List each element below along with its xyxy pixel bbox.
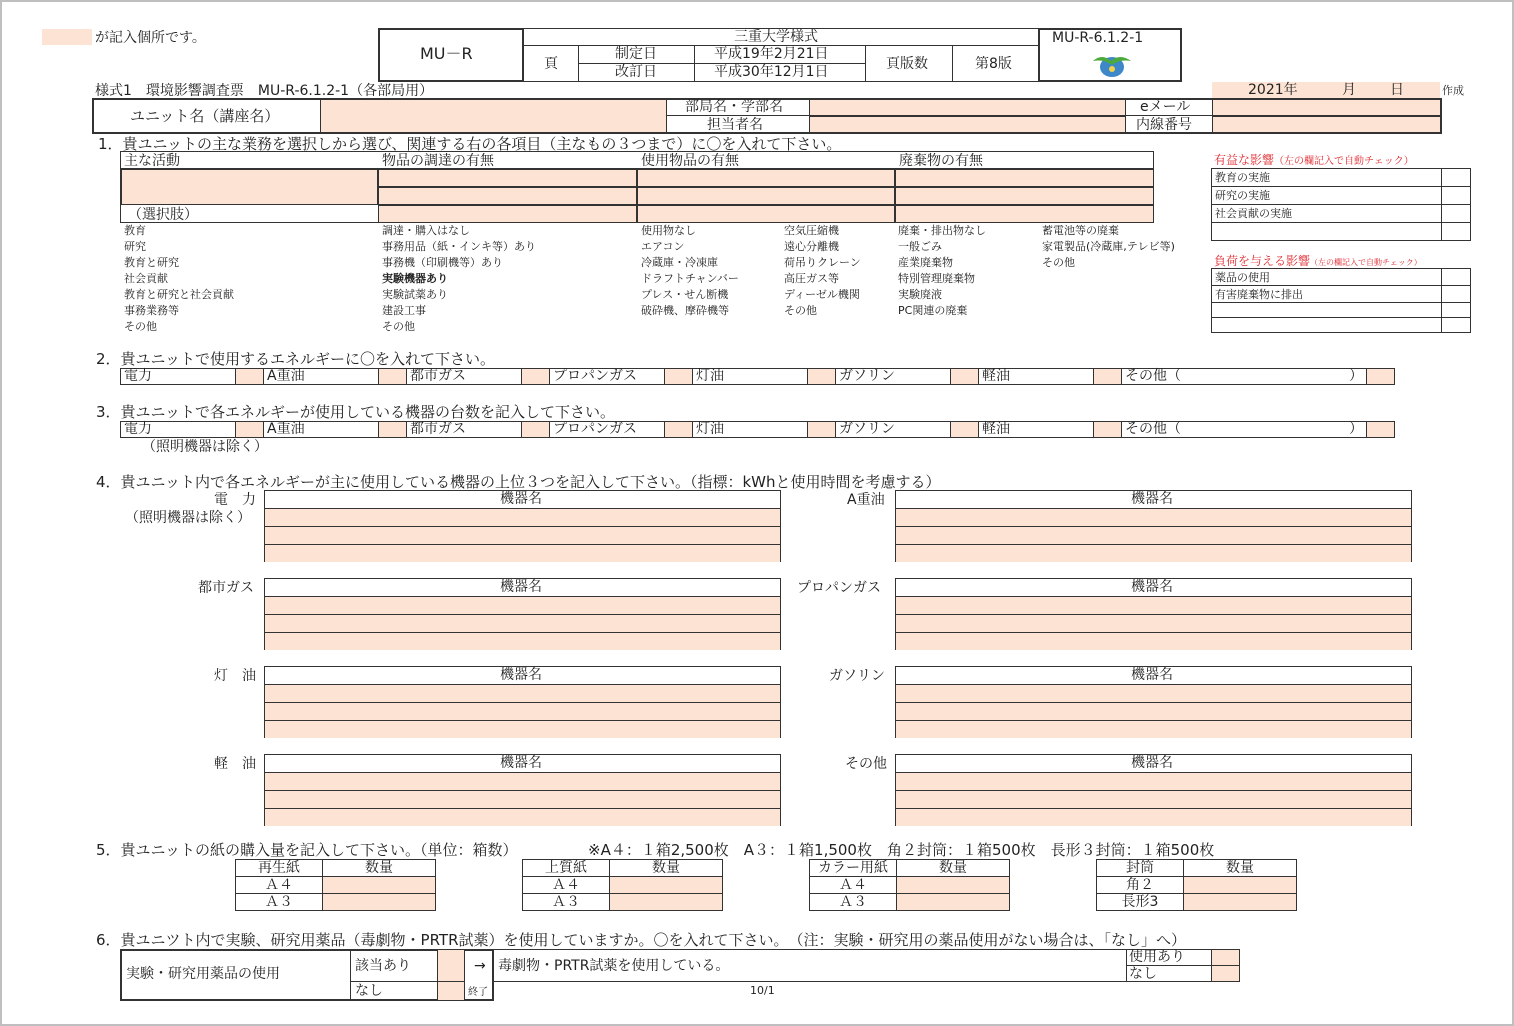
procure-field-3[interactable] xyxy=(378,205,637,223)
energy-label: プロパンガス xyxy=(550,369,665,385)
device-header: 機器名 xyxy=(500,755,542,771)
energy-count[interactable] xyxy=(379,422,407,438)
q2-energy-table xyxy=(120,368,1395,385)
device-row[interactable] xyxy=(896,508,1411,526)
option: 教育 xyxy=(124,224,146,237)
energy-check[interactable] xyxy=(951,369,979,385)
q4-title: 4．貴ユニット内で各エネルギーが主に使用している機器の上位３つを記入して下さい。（指標：kWhと使用時間を考慮する） xyxy=(96,473,941,491)
beneficial-item: 社会貢献の実施 xyxy=(1212,205,1442,223)
energy-check[interactable] xyxy=(236,369,264,385)
energy-count[interactable] xyxy=(1367,422,1395,438)
paper-head: カラー用紙 xyxy=(810,860,897,877)
legend-text: が記入個所です。 xyxy=(95,30,206,46)
option: 空気圧縮機 xyxy=(784,224,839,237)
option: その他 xyxy=(784,304,817,317)
option: その他 xyxy=(1042,256,1075,269)
paper-qty[interactable] xyxy=(897,894,1010,911)
burden-item: 薬品の使用 xyxy=(1212,269,1442,286)
burden-check xyxy=(1442,269,1471,286)
paper-table-envelope xyxy=(1096,859,1297,911)
burden-check xyxy=(1442,303,1471,318)
device-row[interactable] xyxy=(265,632,780,650)
date-field[interactable] xyxy=(1212,82,1440,99)
device-row[interactable] xyxy=(896,772,1411,790)
energy-label: 軽油 xyxy=(979,369,1094,385)
q6-toxic: 毒劇物・PRTR試薬を使用している。 xyxy=(498,958,730,974)
date-day: 日 xyxy=(1390,82,1404,98)
legend-swatch xyxy=(42,29,92,45)
option: 使用物なし xyxy=(641,224,696,237)
date-made: 作成 xyxy=(1442,84,1464,97)
energy-count[interactable] xyxy=(1094,422,1122,438)
q6-arrow: → xyxy=(474,958,486,974)
paper-head: 再生紙 xyxy=(236,860,323,877)
revised-date: 平成30年12月1日 xyxy=(714,64,829,80)
waste-field-2[interactable] xyxy=(895,187,1154,205)
procure-field-2[interactable] xyxy=(378,187,637,205)
paper-qty[interactable] xyxy=(323,877,436,894)
option: 高圧ガス等 xyxy=(784,272,839,285)
procure-field-1[interactable] xyxy=(378,169,637,187)
option: エアコン xyxy=(641,240,685,253)
activity-field[interactable] xyxy=(121,169,378,205)
q5-note: ※A４：１箱2,500枚 A３：１箱1,500枚 角２封筒：１箱500枚 長形３封筒：１箱500枚 xyxy=(588,841,1215,859)
q4-lighting-note: （照明機器は除く） xyxy=(125,510,251,526)
device-row[interactable] xyxy=(896,544,1411,562)
q6-row-label: 実験・研究用薬品の使用 xyxy=(126,966,280,982)
paper-qty[interactable] xyxy=(610,877,723,894)
page-number: 10/1 xyxy=(750,984,775,997)
q1-h-waste: 廃棄物の有無 xyxy=(899,153,983,169)
device-header: 機器名 xyxy=(500,491,542,507)
date-year: 2021年 xyxy=(1248,82,1298,98)
dept-label: 部局名・学部名 xyxy=(685,99,783,115)
header-org: 三重大学様式 xyxy=(734,29,818,45)
paper-size: Ａ４ xyxy=(810,877,897,894)
energy-check[interactable] xyxy=(808,369,836,385)
person-field[interactable] xyxy=(809,116,1126,133)
burden-note: （左の欄記入で自動チェック） xyxy=(1310,258,1422,267)
form-title: 様式1 環境影響調査票 MU-R-6.1.2-1（各部局用） xyxy=(95,83,434,99)
qty-head: 数量 xyxy=(1184,860,1297,877)
device-row[interactable] xyxy=(265,702,780,720)
beneficial-item: 研究の実施 xyxy=(1212,187,1442,205)
device-box-other xyxy=(895,754,1412,826)
device-row[interactable] xyxy=(896,632,1411,650)
beneficial-item xyxy=(1212,223,1442,241)
paper-qty[interactable] xyxy=(1184,877,1297,894)
q4-label-heavyoil: A重油 xyxy=(847,492,885,508)
option: 破砕機、摩砕機等 xyxy=(641,304,729,317)
q6-no: なし xyxy=(355,983,383,999)
waste-options-b xyxy=(1042,223,1175,271)
email-field[interactable] xyxy=(1212,99,1441,116)
q6-none: なし xyxy=(1129,966,1157,982)
q4-label-propane: プロパンガス xyxy=(797,580,881,596)
beneficial-check xyxy=(1442,205,1471,223)
energy-label: その他（ ） xyxy=(1122,422,1367,438)
option: 研究 xyxy=(124,240,146,253)
energy-count[interactable] xyxy=(808,422,836,438)
paper-qty[interactable] xyxy=(610,894,723,911)
waste-field-3[interactable] xyxy=(895,205,1154,223)
option: 蓄電池等の廃棄 xyxy=(1042,224,1119,237)
paper-qty[interactable] xyxy=(323,894,436,911)
beneficial-title-text: 有益な影響 xyxy=(1214,153,1275,167)
use-field-3[interactable] xyxy=(637,205,895,223)
header-code: MU－R xyxy=(420,44,473,63)
option: その他 xyxy=(124,320,157,333)
device-row[interactable] xyxy=(896,596,1411,614)
device-row[interactable] xyxy=(265,508,780,526)
energy-label: A重油 xyxy=(264,422,379,438)
q6-used: 使用あり xyxy=(1129,949,1185,965)
use-options-a xyxy=(641,223,739,319)
option: 家電製品(冷蔵庫,テレビ等) xyxy=(1042,240,1175,253)
option: ドラフトチャンバー xyxy=(641,272,739,285)
energy-label: A重油 xyxy=(264,369,379,385)
q2-title: 2．貴ユニットで使用するエネルギーに〇を入れて下さい。 xyxy=(96,350,495,368)
edition: 第8版 xyxy=(975,56,1012,72)
qty-head: 数量 xyxy=(897,860,1010,877)
option: 実験試薬あり xyxy=(382,288,448,301)
paper-size: Ａ３ xyxy=(523,894,610,911)
use-field-1[interactable] xyxy=(637,169,895,187)
established-date: 平成19年2月21日 xyxy=(714,46,829,62)
option: 事務機（印刷機等）あり xyxy=(382,256,503,269)
q4-label-electric: 電 力 xyxy=(214,492,256,508)
device-box-lightoil xyxy=(264,754,781,826)
energy-label: 灯油 xyxy=(693,422,808,438)
device-header: 機器名 xyxy=(1131,491,1173,507)
established-label: 制定日 xyxy=(615,46,657,62)
option: 廃棄・排出物なし xyxy=(898,224,986,237)
paper-size: Ａ４ xyxy=(523,877,610,894)
option: 調達・購入はなし xyxy=(382,224,470,237)
burden-item xyxy=(1212,303,1442,318)
email-label: eメール xyxy=(1140,99,1191,115)
beneficial-title xyxy=(1214,154,1414,168)
device-row[interactable] xyxy=(896,684,1411,702)
option: 荷吊りクレーン xyxy=(784,256,861,269)
device-row[interactable] xyxy=(265,720,780,738)
energy-label: 灯油 xyxy=(693,369,808,385)
device-row[interactable] xyxy=(896,526,1411,544)
procure-options xyxy=(382,223,536,335)
option: 遠心分離機 xyxy=(784,240,839,253)
beneficial-item: 教育の実施 xyxy=(1212,169,1442,187)
option: 特別管理廃棄物 xyxy=(898,272,975,285)
device-row[interactable] xyxy=(265,772,780,790)
waste-options-a xyxy=(898,223,986,319)
energy-count[interactable] xyxy=(522,422,550,438)
energy-check[interactable] xyxy=(1094,369,1122,385)
option: 冷蔵庫・冷凍庫 xyxy=(641,256,718,269)
q1-h-procure: 物品の調達の有無 xyxy=(382,153,494,169)
beneficial-check xyxy=(1442,169,1471,187)
device-box-heavyoil xyxy=(895,490,1412,562)
paper-qty[interactable] xyxy=(897,877,1010,894)
energy-label: 電力 xyxy=(121,369,236,385)
energy-check[interactable] xyxy=(379,369,407,385)
paper-size: Ａ３ xyxy=(236,894,323,911)
device-header: 機器名 xyxy=(500,667,542,683)
energy-label: ガソリン xyxy=(836,369,951,385)
device-box-gasoline xyxy=(895,666,1412,738)
option: 一般ごみ xyxy=(898,240,942,253)
burden-item: 有害廃棄物に排出 xyxy=(1212,286,1442,303)
option: 事務用品（紙・インキ等）あり xyxy=(382,240,536,253)
q3-note: （照明機器は除く） xyxy=(142,439,268,455)
burden-title-text: 負荷を与える影響 xyxy=(1214,254,1311,268)
activity-options xyxy=(124,223,234,335)
device-row[interactable] xyxy=(896,702,1411,720)
device-row[interactable] xyxy=(265,526,780,544)
energy-label: 都市ガス xyxy=(407,422,522,438)
energy-check[interactable] xyxy=(665,369,693,385)
burden-item xyxy=(1212,318,1442,333)
option: 実験廃液 xyxy=(898,288,942,301)
option: 教育と研究と社会貢献 xyxy=(124,288,234,301)
university-logo xyxy=(1087,49,1137,79)
option: プレス・せん断機 xyxy=(641,288,729,301)
edition-count-label: 頁版数 xyxy=(886,56,928,72)
unit-name-field[interactable] xyxy=(320,99,667,133)
device-row[interactable] xyxy=(265,808,780,826)
device-header: 機器名 xyxy=(1131,755,1173,771)
beneficial-check xyxy=(1442,223,1471,241)
use-field-2[interactable] xyxy=(637,187,895,205)
option: 事務業務等 xyxy=(124,304,179,317)
paper-head: 上質紙 xyxy=(523,860,610,877)
device-row[interactable] xyxy=(896,808,1411,826)
q4-label-lightoil: 軽 油 xyxy=(214,756,256,772)
option: その他 xyxy=(382,320,415,333)
energy-label: 都市ガス xyxy=(407,369,522,385)
energy-count[interactable] xyxy=(236,422,264,438)
q6-used-check[interactable] xyxy=(1211,949,1240,966)
header-page-label: 頁 xyxy=(544,56,558,72)
energy-label: ガソリン xyxy=(836,422,951,438)
burden-check xyxy=(1442,286,1471,303)
energy-label: 電力 xyxy=(121,422,236,438)
q6-title: 6．貴ユニツト内で実験、研究用薬品（毒劇物・PRTR試薬）を使用していますか。〇を入れて下さい。 （注：実験・研究用の薬品使用がない場合は、「なし」へ） xyxy=(96,931,1187,949)
beneficial-table xyxy=(1211,168,1471,241)
energy-check[interactable] xyxy=(1367,369,1395,385)
energy-label: その他（ ） xyxy=(1122,369,1367,385)
q4-label-other: その他 xyxy=(845,756,887,772)
device-box-propane xyxy=(895,578,1412,650)
option: 実験機器あり xyxy=(382,272,448,285)
energy-check[interactable] xyxy=(522,369,550,385)
paper-table-color xyxy=(809,859,1010,911)
beneficial-check xyxy=(1442,187,1471,205)
qty-head: 数量 xyxy=(610,860,723,877)
ext-field[interactable] xyxy=(1212,116,1441,133)
beneficial-note: （左の欄記入で自動チェック） xyxy=(1274,156,1414,167)
device-box-kerosene xyxy=(264,666,781,738)
paper-size: Ａ４ xyxy=(236,877,323,894)
burden-table xyxy=(1211,268,1471,333)
q1-h-activity: 主な活動 xyxy=(124,153,180,169)
energy-count[interactable] xyxy=(951,422,979,438)
q1-h-use: 使用物品の有無 xyxy=(641,153,739,169)
device-row[interactable] xyxy=(896,790,1411,808)
device-header: 機器名 xyxy=(1131,579,1173,595)
burden-title xyxy=(1214,255,1422,269)
paper-size: 角２ xyxy=(1097,877,1184,894)
option: ディーゼル機関 xyxy=(784,288,860,301)
energy-count[interactable] xyxy=(665,422,693,438)
device-row[interactable] xyxy=(265,544,780,562)
paper-table-quality xyxy=(522,859,723,911)
paper-table-recycled xyxy=(235,859,436,911)
q4-label-kerosene: 灯 油 xyxy=(214,668,256,684)
device-header: 機器名 xyxy=(1131,667,1173,683)
q3-title: 3．貴ユニットで各エネルギーが使用している機器の台数を記入して下さい。 xyxy=(96,403,615,421)
waste-field-1[interactable] xyxy=(895,169,1154,187)
q4-label-gasoline: ガソリン xyxy=(829,668,885,684)
q1-title: 1．貴ユニットの主な業務を選択しから選び、関連する右の各項目（主なもの３つまで）に〇を入れて下さい。 xyxy=(98,135,842,153)
q6-none-check[interactable] xyxy=(1211,965,1240,982)
q3-energy-table xyxy=(120,421,1395,438)
q4-label-citygas: 都市ガス xyxy=(198,580,254,596)
dept-field[interactable] xyxy=(809,99,1126,116)
energy-label: プロパンガス xyxy=(550,422,665,438)
device-box-citygas xyxy=(264,578,781,650)
paper-head: 封筒 xyxy=(1097,860,1184,877)
option: PC関連の廃棄 xyxy=(898,304,968,317)
device-box-electric xyxy=(264,490,781,562)
option: 教育と研究 xyxy=(124,256,179,269)
device-row[interactable] xyxy=(265,790,780,808)
paper-qty[interactable] xyxy=(1184,894,1297,911)
paper-size: 長形3 xyxy=(1097,894,1184,911)
q6-no-check[interactable] xyxy=(437,981,465,1001)
person-label: 担当者名 xyxy=(707,117,763,133)
option: 社会貢献 xyxy=(124,272,168,285)
energy-label: 軽油 xyxy=(979,422,1094,438)
device-row[interactable] xyxy=(265,614,780,632)
revised-label: 改訂日 xyxy=(615,64,657,80)
device-row[interactable] xyxy=(896,720,1411,738)
device-header: 機器名 xyxy=(500,579,542,595)
qty-head: 数量 xyxy=(323,860,436,877)
ext-label: 内線番号 xyxy=(1136,117,1192,133)
device-row[interactable] xyxy=(265,684,780,702)
option: 産業廃棄物 xyxy=(898,256,953,269)
unit-label: ユニット名（講座名） xyxy=(130,107,280,125)
device-row[interactable] xyxy=(265,596,780,614)
q5-title: 5．貴ユニットの紙の購入量を記入して下さい。（単位：箱数） xyxy=(96,841,518,859)
q6-yes-check[interactable] xyxy=(437,949,465,982)
q6-yes: 該当あり xyxy=(355,958,411,974)
choices-label: （選択肢） xyxy=(128,207,198,223)
q6-end: 終了 xyxy=(468,987,488,998)
option: 建設工事 xyxy=(382,304,426,317)
date-month: 月 xyxy=(1342,82,1356,98)
header-docid: MU-R-6.1.2-1 xyxy=(1052,30,1144,46)
burden-check xyxy=(1442,318,1471,333)
paper-size: Ａ３ xyxy=(810,894,897,911)
device-row[interactable] xyxy=(896,614,1411,632)
use-options-b xyxy=(784,223,861,319)
